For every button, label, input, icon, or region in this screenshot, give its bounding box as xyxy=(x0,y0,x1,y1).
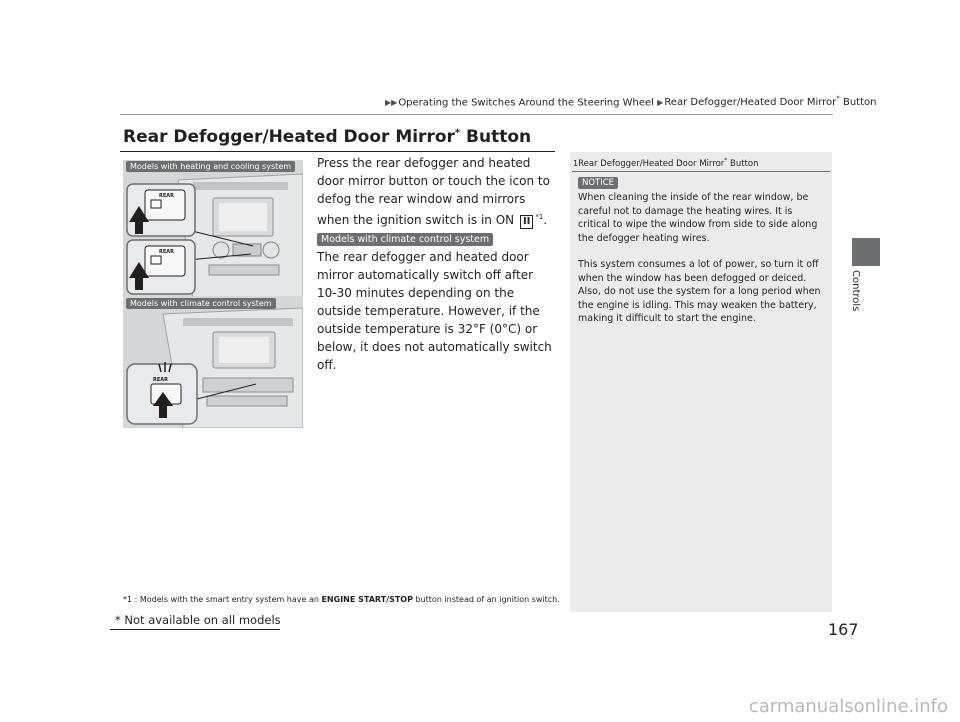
model-badge-climate-control-image: Models with climate control system xyxy=(126,298,276,309)
instruction-paragraph: Press the rear defogger and heated door mirror button or touch the icon to defog the rear window and mirrors when the ignition switch is in ON II $^{*1}$. xyxy=(317,156,550,227)
dashboard-drawing-climate xyxy=(123,296,303,428)
ignition-position-key: II xyxy=(520,215,533,229)
rear-label-bottom: REAR xyxy=(153,377,168,383)
sidebar-rule xyxy=(572,171,830,172)
title-rule xyxy=(120,151,555,152)
breadcrumb-arrow-icon: ▶ xyxy=(657,98,664,108)
page-title: Rear Defogger/Heated Door Mirror* Button xyxy=(123,127,532,147)
breadcrumb-item-switches[interactable]: Operating the Switches Around the Steering Wheel xyxy=(398,97,654,109)
watermark: carmanualsonline.info xyxy=(748,696,948,717)
model-badge-climate-control: Models with climate control system xyxy=(317,233,493,246)
dashboard-illustration-climate-control xyxy=(123,296,303,428)
header-rule xyxy=(120,114,833,115)
auto-off-paragraph: The rear defogger and heated door mirror automatically switch off after 10-30 minutes depending on the outside temperature. However, if the outside temperature is 32°F (0°C) or below, it does not automatically switch off. xyxy=(317,250,552,372)
section-tab-label[interactable]: Controls xyxy=(850,270,861,312)
rear-label-middle: REAR xyxy=(159,249,174,255)
notice-badge: NOTICE xyxy=(578,177,618,189)
sidebar-notice-text: When cleaning the inside of the rear window, be careful not to damage the heating wires. It is critical to wipe the window from side to side along the defogger heating wires. xyxy=(578,192,818,244)
section-tab-marker[interactable] xyxy=(852,238,880,266)
sidebar-title: 1Rear Defogger/Heated Door Mirror* Button xyxy=(573,157,759,169)
footnote: *1 : Models with the smart entry system have an ENGINE START/STOP button instead of an ignition switch. xyxy=(123,595,560,604)
page-number: 167 xyxy=(828,620,859,639)
footnote-ref[interactable]: *1 xyxy=(535,213,544,221)
rear-label-top: REAR xyxy=(159,193,174,199)
bottom-rule xyxy=(110,629,280,630)
breadcrumb xyxy=(385,95,876,108)
model-badge-heating-cooling: Models with heating and cooling system xyxy=(126,161,295,172)
breadcrumb-arrow-icon: ▶▶ xyxy=(385,98,398,108)
dashboard-drawing xyxy=(123,160,303,300)
breadcrumb-item-current: Rear Defogger/Heated Door Mirror* Button xyxy=(664,95,877,109)
availability-note: * Not available on all models xyxy=(115,613,281,627)
sidebar-power-text: This system consumes a lot of power, so turn it off when the window has been defogged or deiced. Also, do not use the system for a long period when the engine is idling. This may weaken the battery, making it difficult to start the engine. xyxy=(578,259,821,324)
dashboard-illustration-heating-cooling xyxy=(123,160,303,300)
reference-icon: 1 xyxy=(573,158,579,168)
